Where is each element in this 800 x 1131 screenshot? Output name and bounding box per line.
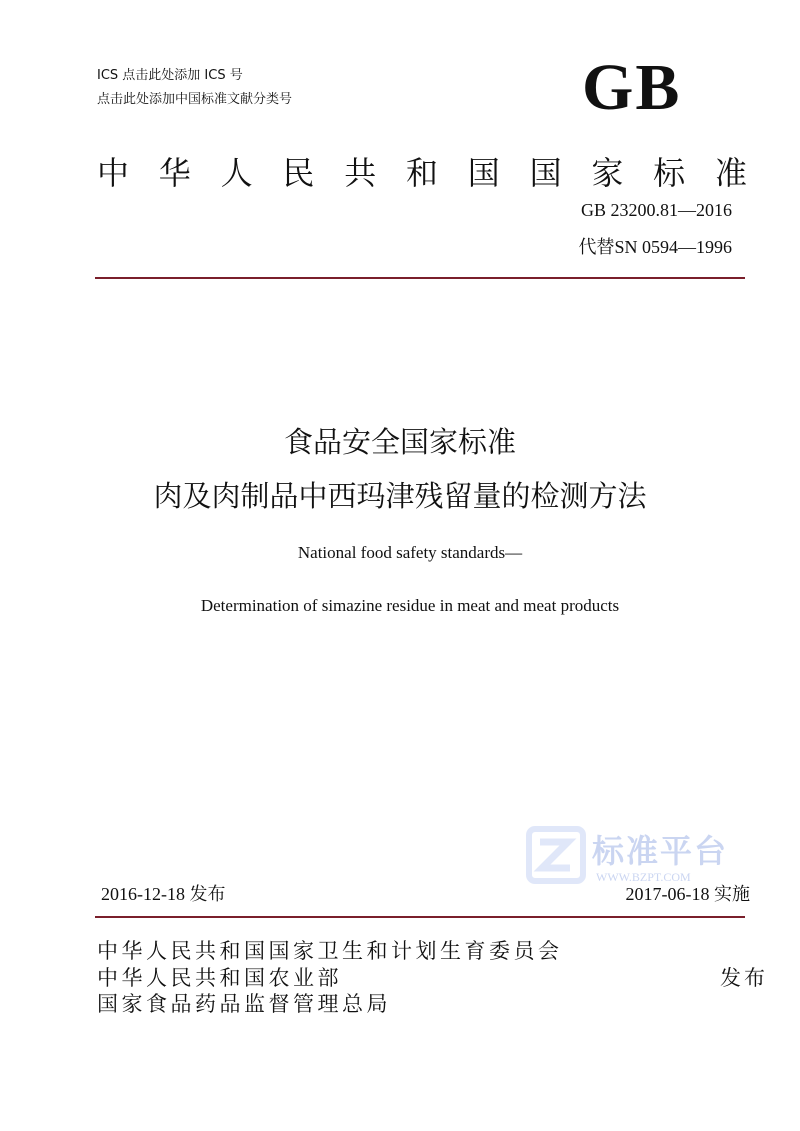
issuer-org: 中华人民共和国国家卫生和计划生育委员会: [97, 939, 563, 963]
heading-char: 准: [714, 154, 747, 192]
watermark-logo-icon: [526, 826, 586, 888]
replaces-code: 代替SN 0594—1996: [578, 237, 732, 257]
bottom-divider: [95, 916, 745, 918]
heading-char: 标: [653, 154, 686, 192]
standard-code: GB 23200.81—2016: [580, 200, 732, 220]
heading-char: 家: [591, 154, 624, 192]
heading-char: 共: [344, 154, 377, 192]
heading-char: 民: [282, 154, 315, 192]
heading-char: 中: [97, 154, 130, 192]
heading-char: 和: [405, 154, 438, 192]
title-cn-line1: 食品安全国家标准: [283, 425, 516, 459]
gb-logo: GB: [582, 51, 682, 124]
top-divider: [95, 277, 745, 279]
heading-char: 国: [467, 154, 500, 192]
publish-date: 2016-12-18 发布: [101, 884, 226, 904]
title-en-line1: National food safety standards—: [297, 543, 523, 562]
national-standard-heading: [97, 148, 747, 194]
issuer-org: 中华人民共和国农业部: [97, 966, 342, 990]
issuer-org: 国家食品药品监督管理总局: [97, 992, 391, 1016]
title-en-line2: Determination of simazine residue in meat and meat products: [200, 596, 620, 615]
heading-char: 人: [220, 154, 253, 192]
watermark-text: 标准平台: [592, 833, 729, 869]
heading-char: 华: [158, 154, 191, 192]
implement-date: 2017-06-18 实施: [625, 884, 750, 904]
ccs-number: 点击此处添加中国标准文献分类号: [97, 92, 293, 107]
heading-char: 国: [529, 154, 562, 192]
ics-number: ICS 点击此处添加 ICS 号: [97, 68, 243, 83]
title-cn-line2: 肉及肉制品中西玛津残留量的检测方法: [153, 479, 647, 513]
watermark-url: WWW.BZPT.COM: [596, 870, 691, 884]
issue-label: 发布: [720, 966, 768, 990]
